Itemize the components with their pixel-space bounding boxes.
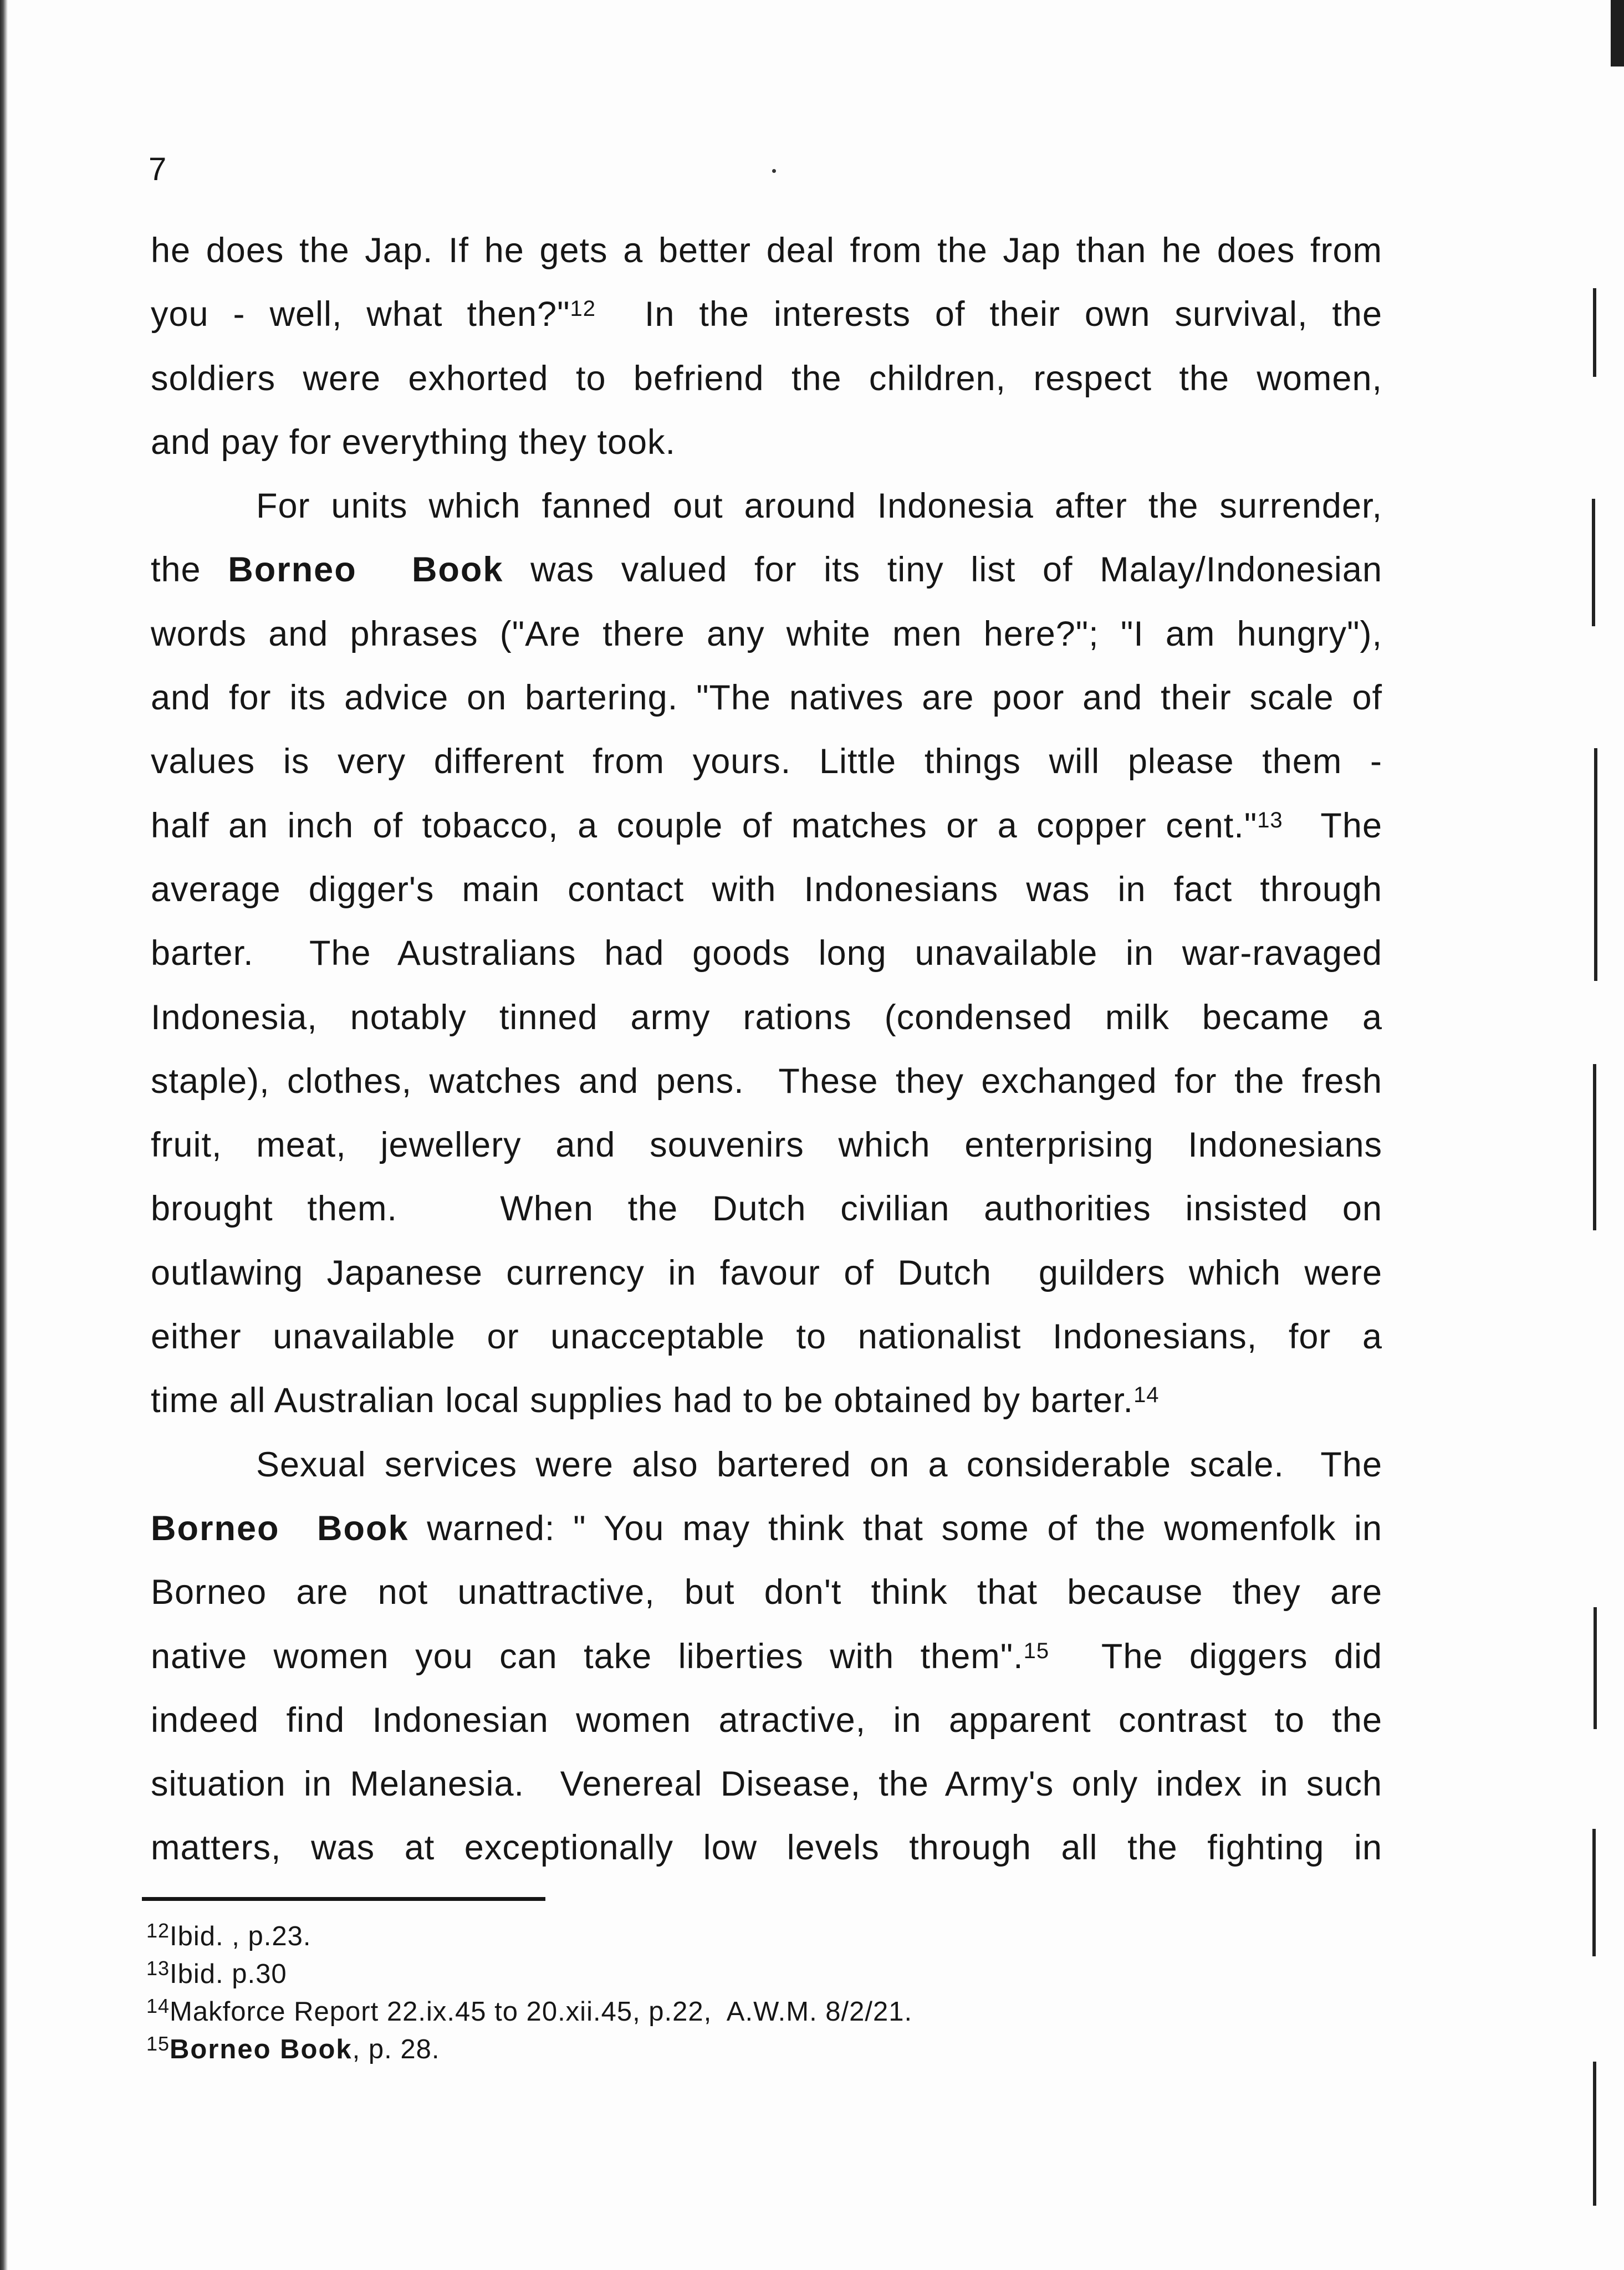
text-run: situation in Melanesia. Venereal Disease, the Army's only index in such — [151, 1765, 1382, 1804]
text-run: barter. The Australians had goods long unavailable in war-ravaged — [151, 934, 1382, 973]
text-run: native women you can take liberties with them". — [151, 1637, 1024, 1676]
text-run: either unavailable or unacceptable to nationalist Indonesians, for a — [151, 1317, 1382, 1357]
footnote-ref: 14 — [1133, 1383, 1160, 1408]
text-run: outlawing Japanese currency in favour of Dutch guilders which were — [151, 1253, 1382, 1292]
text-run: staple), clothes, watches and pens. These they exchanged for the fresh — [151, 1061, 1382, 1101]
scan-edge-mark — [1594, 748, 1597, 981]
text-line — [151, 1305, 1382, 1369]
footnote-number: 14 — [146, 1995, 170, 2017]
book-title: Borneo Book — [151, 1509, 409, 1548]
scan-speck — [772, 169, 776, 173]
text-line — [151, 1497, 1382, 1561]
footnote-text: Ibid. , p.23. — [170, 1921, 311, 1951]
footnote — [146, 1955, 912, 1993]
text-run: Borneo are not unattractive, but don't think that because they are — [151, 1573, 1382, 1612]
text-line — [151, 1241, 1382, 1305]
text-line — [151, 1625, 1382, 1689]
text-line — [151, 1050, 1382, 1113]
text-line — [151, 1369, 1382, 1433]
text-line — [151, 219, 1382, 283]
text-run: fruit, meat, jewellery and souvenirs which enterprising Indonesians — [151, 1126, 1382, 1165]
scan-edge-mark — [1594, 1607, 1597, 1729]
page-number: 7 — [149, 151, 167, 187]
footnote-book-title: Borneo Book — [170, 2034, 353, 2064]
text-line — [151, 986, 1382, 1050]
text-line — [151, 1816, 1382, 1880]
text-run: The — [1283, 806, 1382, 845]
scan-edge-mark — [1592, 499, 1595, 626]
footnote — [146, 1918, 912, 1955]
text-run: the — [151, 550, 228, 590]
text-run: was valued for its tiny list of Malay/Indonesian — [503, 550, 1382, 590]
text-run: Indonesia, notably tinned army rations (condensed milk became a — [151, 998, 1382, 1037]
text-run: indeed find Indonesian women atractive, in apparent contrast to the — [151, 1700, 1382, 1740]
text-line — [151, 922, 1382, 985]
scan-edge-mark — [1593, 288, 1596, 377]
text-line — [151, 730, 1382, 794]
text-run: average digger's main contact with Indonesians was in fact through — [151, 870, 1382, 909]
footnote — [146, 1993, 912, 2031]
book-title: Borneo Book — [228, 550, 504, 590]
footnote — [146, 2031, 912, 2068]
text-run: Sexual services were also bartered on a considerable scale. The — [256, 1445, 1382, 1484]
text-line — [151, 411, 1382, 474]
text-line — [151, 283, 1382, 346]
scan-right-edge — [1602, 0, 1624, 2270]
text-line — [151, 538, 1382, 602]
scan-edge-mark — [1593, 1064, 1596, 1230]
text-run: In the interests of their own survival, the — [595, 295, 1382, 334]
text-line — [151, 858, 1382, 922]
footnote-text: Ibid. p.30 — [170, 1959, 287, 1989]
text-run: half an inch of tobacco, a couple of matches or a copper cent." — [151, 806, 1258, 845]
text-line — [151, 1752, 1382, 1816]
footnotes — [146, 1918, 912, 2068]
text-line — [151, 1561, 1382, 1624]
text-run: time all Australian local supplies had to be obtained by barter. — [151, 1381, 1134, 1420]
footnote-rule — [142, 1897, 545, 1901]
footnote-ref: 13 — [1257, 807, 1283, 832]
footnote-number: 13 — [146, 1957, 170, 1980]
body-text — [151, 219, 1382, 1880]
text-run: soldiers were exhorted to befriend the children, respect the women, — [151, 359, 1382, 398]
footnote-text: Makforce Report 22.ix.45 to 20.xii.45, p.22, A.W.M. 8/2/21. — [170, 1997, 913, 2027]
text-run: you - well, what then?" — [151, 295, 570, 334]
scan-corner-shadow — [1611, 0, 1624, 67]
scan-edge-mark — [1593, 2062, 1596, 2206]
text-line — [151, 1689, 1382, 1752]
text-run: and pay for everything they took. — [151, 422, 676, 462]
text-line — [151, 1433, 1382, 1497]
text-run: matters, was at exceptionally low levels through all the fighting in — [151, 1828, 1382, 1868]
text-run: brought them. When the Dutch civilian authorities insisted on — [151, 1189, 1382, 1229]
text-line — [151, 1113, 1382, 1177]
text-run: values is very different from yours. Little things will please them - — [151, 742, 1382, 781]
text-line — [151, 347, 1382, 411]
footnote-number: 12 — [146, 1919, 170, 1942]
text-line — [151, 1177, 1382, 1241]
text-run: words and phrases ("Are there any white men here?"; "I am hungry"), — [151, 614, 1382, 653]
text-run: For units which fanned out around Indonesia after the surrender, — [256, 487, 1382, 526]
text-line — [151, 794, 1382, 858]
text-line — [151, 602, 1382, 666]
footnote-text: , p. 28. — [352, 2034, 440, 2064]
text-run: he does the Jap. If he gets a better deal from the Jap than he does from — [151, 231, 1382, 270]
text-run: The diggers did — [1049, 1637, 1382, 1676]
scan-left-edge — [0, 0, 8, 2270]
scan-edge-mark — [1592, 1829, 1596, 1956]
text-run: and for its advice on bartering. "The natives are poor and their scale of — [151, 678, 1382, 718]
footnote-ref: 12 — [570, 296, 596, 321]
text-run: warned: " You may think that some of the womenfolk in — [408, 1509, 1382, 1548]
text-line — [151, 474, 1382, 538]
footnote-number: 15 — [146, 2032, 170, 2055]
footnote-ref: 15 — [1023, 1638, 1050, 1663]
text-line — [151, 666, 1382, 730]
